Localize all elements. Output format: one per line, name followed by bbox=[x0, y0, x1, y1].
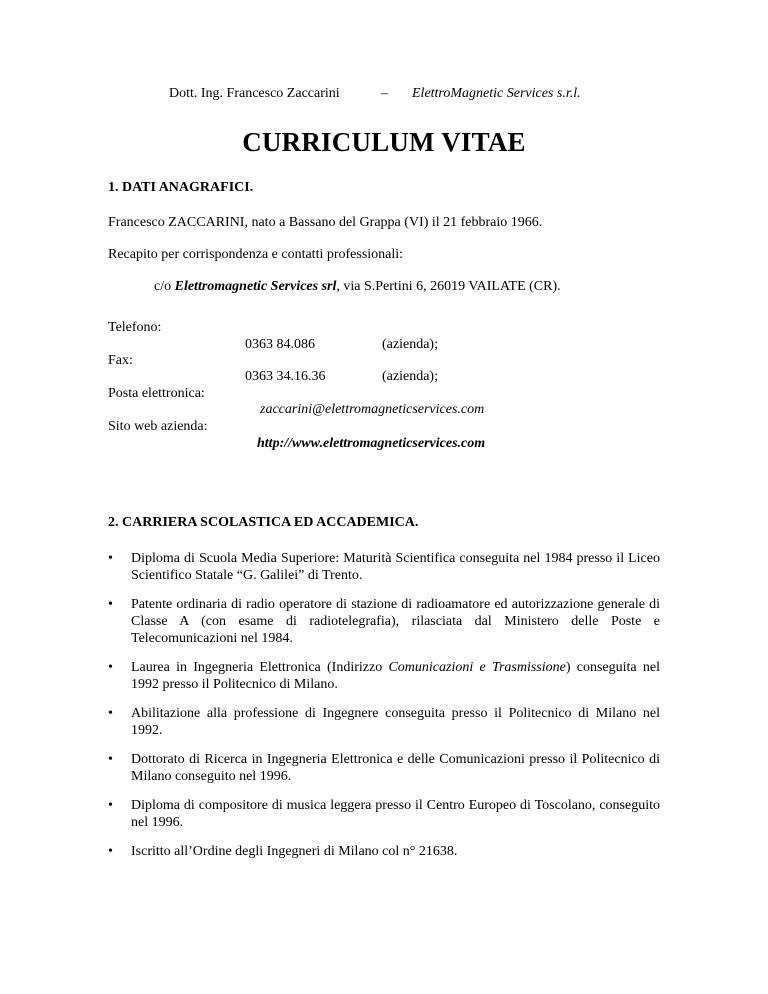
address-rest: , via S.Pertini 6, 26019 VAILATE (CR). bbox=[336, 279, 561, 294]
document-title: CURRICULUM VITAE bbox=[242, 127, 526, 157]
phone-value: 0363 84.086 bbox=[245, 337, 315, 352]
fax-label: Fax: bbox=[108, 353, 133, 368]
address-prefix: c/o bbox=[154, 279, 175, 294]
contact-intro: Recapito per corrispondenza e contatti professionali: bbox=[108, 247, 404, 262]
email-link[interactable]: zaccarini@elettromagneticservices.com bbox=[260, 402, 485, 417]
list-item: • Abilitazione alla professione di Ingegnere conseguita presso il Politecnico di Milano nel 1992. bbox=[108, 705, 660, 739]
header-company: ElettroMagnetic Services s.r.l. bbox=[412, 86, 581, 101]
fax-note: (azienda); bbox=[382, 369, 438, 384]
header-author: Dott. Ing. Francesco Zaccarini bbox=[169, 86, 340, 101]
list-item: • Patente ordinaria di radio operatore di stazione di radioamatore ed autorizzazione generale di Classe A (con esame di radiotelegrafia), rilasciata dal Ministero delle Poste e Telecomunicazioni nel 1984. bbox=[108, 596, 660, 647]
list-item: • Dottorato di Ricerca in Ingegneria Elettronica e delle Comunicazioni presso il Politecnico di Milano conseguito nel 1996. bbox=[108, 751, 660, 785]
education-list bbox=[108, 550, 660, 872]
phone-note: (azienda); bbox=[382, 337, 438, 352]
website-label: Sito web azienda: bbox=[108, 419, 208, 434]
website-link[interactable]: http://www.elettromagneticservices.com bbox=[257, 436, 486, 451]
section-heading-dati-anagrafici: 1. DATI ANAGRAFICI. bbox=[108, 180, 254, 195]
address-company: Elettromagnetic Services srl bbox=[174, 279, 337, 294]
postal-address bbox=[154, 279, 561, 295]
email-label: Posta elettronica: bbox=[108, 386, 205, 401]
list-item: • Diploma di Scuola Media Superiore: Maturità Scientifica conseguita nel 1984 presso il Liceo Scientifico Statale “G. Galilei” di Trento. bbox=[108, 550, 660, 584]
list-item: • Iscritto all’Ordine degli Ingegneri di Milano col n° 21638. bbox=[108, 843, 660, 860]
fax-value: 0363 34.16.36 bbox=[245, 369, 326, 384]
list-item: • Laurea in Ingegneria Elettronica (Indirizzo Comunicazioni e Trasmissione) conseguita nel 1992 presso il Politecnico di Milano. bbox=[108, 659, 660, 693]
list-item: • Diploma di compositore di musica leggera presso il Centro Europeo di Toscolano, conseguito nel 1996. bbox=[108, 797, 660, 831]
section-heading-carriera: 2. CARRIERA SCOLASTICA ED ACCADEMICA. bbox=[108, 515, 419, 530]
header-dash: – bbox=[381, 86, 388, 101]
birth-info: Francesco ZACCARINI, nato a Bassano del Grappa (VI) il 21 febbraio 1966. bbox=[108, 215, 543, 230]
phone-label: Telefono: bbox=[108, 320, 162, 335]
